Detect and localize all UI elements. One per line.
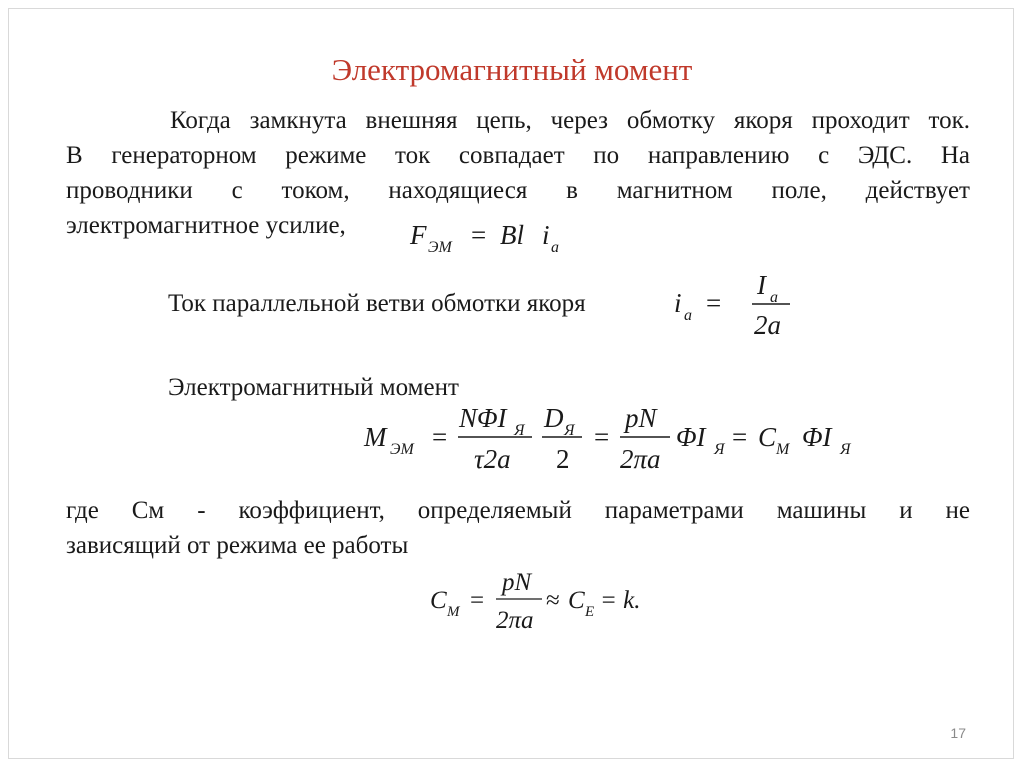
formula-coef-C: C (430, 587, 447, 614)
formula-current-den: 2a (754, 310, 781, 340)
formula-coefficient (428, 568, 668, 645)
formula-coef-eq: = (470, 587, 485, 614)
formula-moment-C: C (758, 422, 777, 452)
formula-moment-term2: ΦI (802, 422, 832, 452)
paragraph-branch-current: Ток параллельной ветви обмотки якоря (168, 290, 586, 317)
formula-force-i: i (542, 220, 550, 250)
formula-current (672, 270, 802, 351)
formula-moment-Msub: ЭМ (390, 441, 414, 458)
formula-force-eq: = (471, 220, 487, 250)
formula-moment-eq-2: = (594, 422, 610, 452)
formula-coef-CEsub: E (585, 604, 595, 620)
formula-moment-term2sub: Я (840, 441, 851, 458)
formula-moment-eq-3: = (732, 422, 748, 452)
formula-moment-num1: NΦI (459, 403, 507, 433)
formula-coef-den: 2πa (496, 607, 534, 634)
formula-current-numsub: a (770, 289, 778, 306)
formula-coef-CE: C (568, 587, 585, 614)
formula-moment-M: M (364, 422, 387, 452)
paragraph-coefficient-line-1: где См - коэффициент, определяемый параметрами машины и не (66, 497, 970, 524)
formula-moment-term1: ΦI (676, 422, 706, 452)
formula-force-F: F (410, 220, 427, 250)
formula-moment-term1sub: Я (714, 441, 725, 458)
formula-moment-num3: pN (625, 403, 657, 433)
paragraph-intro-line-1: Когда замкнута внешняя цепь, через обмотку якоря проходит ток. (170, 107, 970, 134)
formula-moment-num2sub: Я (564, 422, 575, 439)
paragraph-moment-label: Электромагнитный момент (168, 374, 459, 401)
formula-moment-num1sub: Я (514, 422, 525, 439)
formula-moment-eq-1: = (432, 422, 448, 452)
formula-moment-num2: D (544, 403, 564, 433)
formula-coef-num: pN (502, 569, 532, 596)
paragraph-coefficient-line-2: зависящий от режима ее работы (66, 532, 409, 559)
formula-current-i: i (674, 288, 682, 318)
formula-force (408, 214, 578, 263)
formula-force-sub: ЭМ (428, 239, 452, 256)
formula-current-num: I (757, 270, 766, 300)
formula-moment-Csub: М (776, 441, 790, 458)
formula-moment-den1: τ2a (474, 444, 511, 474)
formula-current-isub: a (684, 307, 692, 324)
paragraph-coefficient (66, 493, 970, 563)
formula-coef-approx: ≈ (546, 587, 560, 614)
formula-current-eq: = (706, 288, 722, 318)
formula-moment-den2: 2 (556, 444, 570, 474)
formula-force-isub: a (551, 239, 559, 256)
paragraph-intro-line-4: электромагнитное усилие, (66, 212, 346, 239)
slide-title: Электромагнитный момент (331, 52, 693, 87)
paragraph-intro-line-2: В генераторном режиме ток совпадает по направлению с ЭДС. На (66, 142, 970, 169)
formula-coef-rhs: = k. (600, 587, 641, 614)
formula-coef-Csub: М (447, 604, 460, 620)
formula-force-rhs: Bl (500, 220, 524, 250)
page-number: 17 (950, 725, 966, 741)
paragraph-intro-line-3: проводники с током, находящиеся в магнитном поле, действует (66, 177, 970, 204)
formula-moment (362, 402, 872, 483)
formula-moment-den3: 2πa (620, 444, 661, 474)
